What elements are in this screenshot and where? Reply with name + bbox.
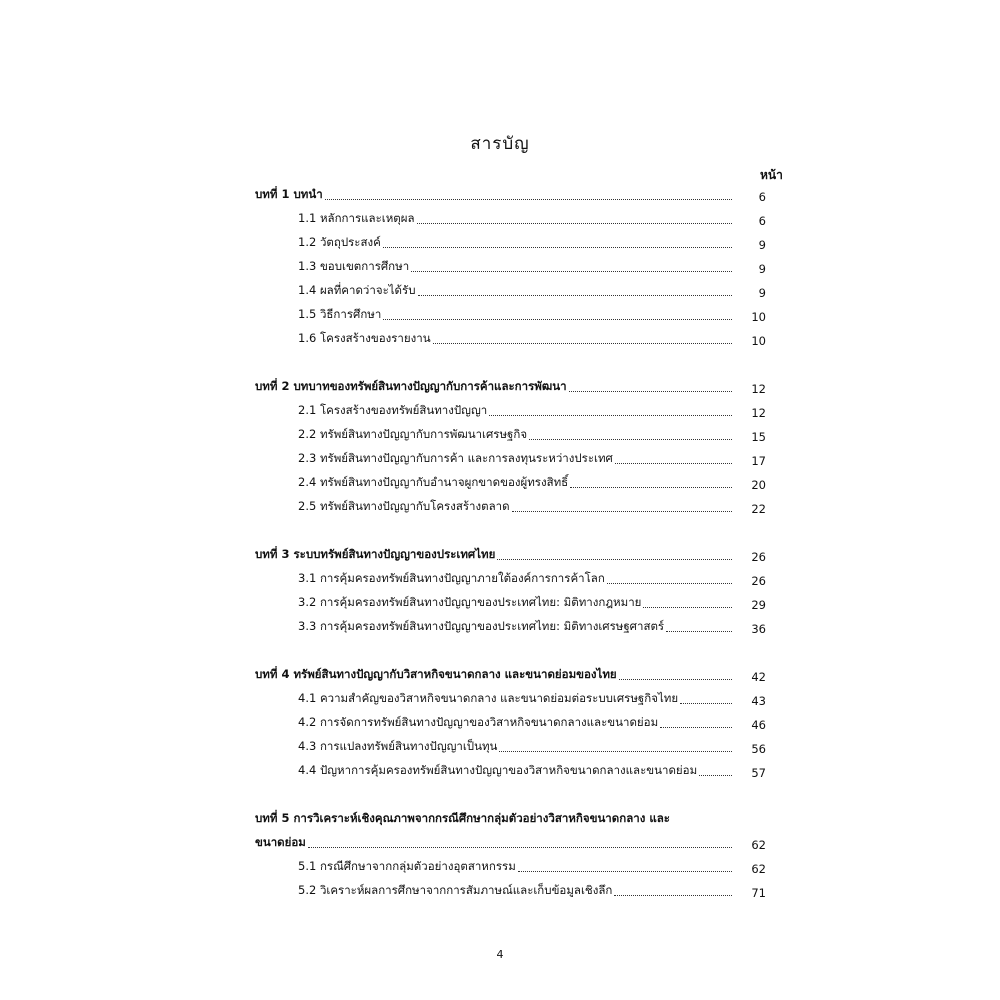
toc-chapter-5-title-line1 bbox=[255, 810, 766, 828]
toc-page-number: 43 bbox=[751, 694, 766, 708]
toc-section-label: 2.5 ทรัพย์สินทางปัญญากับโครงสร้างตลาด bbox=[298, 499, 510, 513]
toc-leader-dots bbox=[418, 295, 733, 296]
toc-section-5-1 bbox=[298, 858, 766, 876]
toc-leader-dots bbox=[619, 679, 732, 680]
toc-section-3-1 bbox=[298, 570, 766, 588]
toc-page-number: 22 bbox=[751, 502, 766, 516]
toc-section-label: 5.1 กรณีศึกษาจากกลุ่มตัวอย่างอุตสาหกรรม bbox=[298, 859, 516, 873]
toc-page-number: 42 bbox=[751, 670, 766, 684]
toc-page-number: 29 bbox=[751, 598, 766, 612]
toc-page-number: 12 bbox=[751, 406, 766, 420]
toc-chapter-4 bbox=[255, 666, 766, 684]
toc-section-2-1 bbox=[298, 402, 766, 420]
toc-page-number: 62 bbox=[751, 862, 766, 876]
toc-section-label: 1.1 หลักการและเหตุผล bbox=[298, 211, 415, 225]
toc-chapter-label: บทที่ 3 ระบบทรัพย์สินทางปัญญาของประเทศไทย bbox=[255, 547, 496, 561]
toc-page-number: 62 bbox=[751, 838, 766, 852]
toc-leader-dots bbox=[497, 559, 732, 560]
toc-page-number: 12 bbox=[751, 382, 766, 396]
toc-page-number: 17 bbox=[751, 454, 766, 468]
toc-chapter-label: ขนาดย่อม bbox=[255, 835, 306, 849]
toc-leader-dots bbox=[433, 343, 732, 344]
toc-chapter-label: บทที่ 5 การวิเคราะห์เชิงคุณภาพจากกรณีศึกษากลุ่มตัวอย่างวิสาหกิจขนาดกลาง และ bbox=[255, 811, 670, 825]
toc-section-1-1 bbox=[298, 210, 766, 228]
toc-section-1-4 bbox=[298, 282, 766, 300]
toc-leader-dots bbox=[518, 871, 732, 872]
toc-leader-dots bbox=[529, 439, 732, 440]
toc-leader-dots bbox=[499, 751, 732, 752]
toc-chapter-label: บทที่ 1 บทนำ bbox=[255, 187, 323, 201]
toc-section-1-6 bbox=[298, 330, 766, 348]
toc-section-2-4 bbox=[298, 474, 766, 492]
toc-section-3-3 bbox=[298, 618, 766, 636]
toc-leader-dots bbox=[383, 319, 732, 320]
toc-section-label: 1.5 วิธีการศึกษา bbox=[298, 307, 382, 321]
toc-leader-dots bbox=[643, 607, 732, 608]
toc-section-label: 1.2 วัตถุประสงค์ bbox=[298, 235, 381, 249]
toc-page-number: 6 bbox=[758, 214, 766, 228]
toc-leader-dots bbox=[660, 727, 732, 728]
toc-leader-dots bbox=[699, 775, 732, 776]
toc-page-number: 6 bbox=[758, 190, 766, 204]
toc-leader-dots bbox=[411, 271, 732, 272]
toc-leader-dots bbox=[417, 223, 732, 224]
toc-section-5-2 bbox=[298, 882, 766, 900]
toc-section-label: 1.4 ผลที่คาดว่าจะได้รับ bbox=[298, 283, 416, 297]
toc-section-4-4 bbox=[298, 762, 766, 780]
toc-page-number: 20 bbox=[751, 478, 766, 492]
toc-section-3-2 bbox=[298, 594, 766, 612]
toc-section-4-1 bbox=[298, 690, 766, 708]
toc-section-1-3 bbox=[298, 258, 766, 276]
toc-page-number: 56 bbox=[751, 742, 766, 756]
toc-section-label: 2.3 ทรัพย์สินทางปัญญากับการค้า และการลงทุนระหว่างประเทศ bbox=[298, 451, 613, 465]
toc-page-number: 9 bbox=[758, 262, 766, 276]
toc-leader-dots bbox=[325, 199, 732, 200]
toc-leader-dots bbox=[607, 583, 732, 584]
toc-page-number: 26 bbox=[751, 550, 766, 564]
toc-leader-dots bbox=[680, 703, 732, 704]
toc-section-label: 5.2 วิเคราะห์ผลการศึกษาจากการสัมภาษณ์และเก็บข้อมูลเชิงลึก bbox=[298, 883, 613, 897]
footer-page-number: 4 bbox=[496, 948, 504, 961]
toc-page-number: 26 bbox=[751, 574, 766, 588]
toc-section-2-5 bbox=[298, 498, 766, 516]
toc-leader-dots bbox=[512, 511, 732, 512]
toc-section-label: 4.2 การจัดการทรัพย์สินทางปัญญาของวิสาหกิจขนาดกลางและขนาดย่อม bbox=[298, 715, 659, 729]
toc-section-label: 4.4 ปัญหาการคุ้มครองทรัพย์สินทางปัญญาของวิสาหกิจขนาดกลางและขนาดย่อม bbox=[298, 763, 698, 777]
toc-leader-dots bbox=[308, 847, 732, 848]
toc-chapter-2 bbox=[255, 378, 766, 396]
toc-chapter-1 bbox=[255, 186, 766, 204]
toc-page-number: 57 bbox=[751, 766, 766, 780]
toc-page-number: 71 bbox=[751, 886, 766, 900]
toc-section-label: 1.6 โครงสร้างของรายงาน bbox=[298, 331, 431, 345]
toc-section-label: 2.1 โครงสร้างของทรัพย์สินทางปัญญา bbox=[298, 403, 488, 417]
toc-section-label: 4.3 การแปลงทรัพย์สินทางปัญญาเป็นทุน bbox=[298, 739, 498, 753]
toc-section-2-2 bbox=[298, 426, 766, 444]
toc-section-label: 3.3 การคุ้มครองทรัพย์สินทางปัญญาของประเทศไทย: มิติทางเศรษฐศาสตร์ bbox=[298, 619, 665, 633]
toc-section-1-2 bbox=[298, 234, 766, 252]
toc-section-label: 2.4 ทรัพย์สินทางปัญญากับอำนาจผูกขาดของผู้ทรงสิทธิ์ bbox=[298, 475, 569, 489]
toc-page-number: 36 bbox=[751, 622, 766, 636]
toc-chapter-label: บทที่ 4 ทรัพย์สินทางปัญญากับวิสาหกิจขนาดกลาง และขนาดย่อมของไทย bbox=[255, 667, 617, 681]
toc-section-label: 3.2 การคุ้มครองทรัพย์สินทางปัญญาของประเทศไทย: มิติทางกฎหมาย bbox=[298, 595, 642, 609]
toc-chapter-label: บทที่ 2 บทบาทของทรัพย์สินทางปัญญากับการค้าและการพัฒนา bbox=[255, 379, 567, 393]
toc-leader-dots bbox=[489, 415, 732, 416]
toc-section-label: 2.2 ทรัพย์สินทางปัญญากับการพัฒนาเศรษฐกิจ bbox=[298, 427, 528, 441]
toc-page-number: 10 bbox=[751, 310, 766, 324]
toc-chapter-5 bbox=[255, 834, 766, 852]
toc-title: สารบัญ bbox=[470, 134, 530, 154]
toc-page-number: 9 bbox=[758, 286, 766, 300]
toc-section-4-3 bbox=[298, 738, 766, 756]
toc-leader-dots bbox=[614, 895, 732, 896]
toc-section-4-2 bbox=[298, 714, 766, 732]
toc-page-number: 9 bbox=[758, 238, 766, 252]
toc-leader-dots bbox=[569, 391, 732, 392]
toc-section-label: 4.1 ความสำคัญของวิสาหกิจขนาดกลาง และขนาดย่อมต่อระบบเศรษฐกิจไทย bbox=[298, 691, 679, 705]
toc-chapter-3 bbox=[255, 546, 766, 564]
toc-section-label: 3.1 การคุ้มครองทรัพย์สินทางปัญญาภายใต้องค์การการค้าโลก bbox=[298, 571, 605, 585]
toc-section-1-5 bbox=[298, 306, 766, 324]
toc-page-number: 46 bbox=[751, 718, 766, 732]
page-column-label: หน้า bbox=[760, 168, 783, 182]
toc-section-label: 1.3 ขอบเขตการศึกษา bbox=[298, 259, 410, 273]
toc-page-number: 15 bbox=[751, 430, 766, 444]
toc-leader-dots bbox=[383, 247, 732, 248]
toc-page-number: 10 bbox=[751, 334, 766, 348]
toc-leader-dots bbox=[666, 631, 732, 632]
toc-leader-dots bbox=[615, 463, 732, 464]
toc-section-2-3 bbox=[298, 450, 766, 468]
toc-leader-dots bbox=[570, 487, 732, 488]
